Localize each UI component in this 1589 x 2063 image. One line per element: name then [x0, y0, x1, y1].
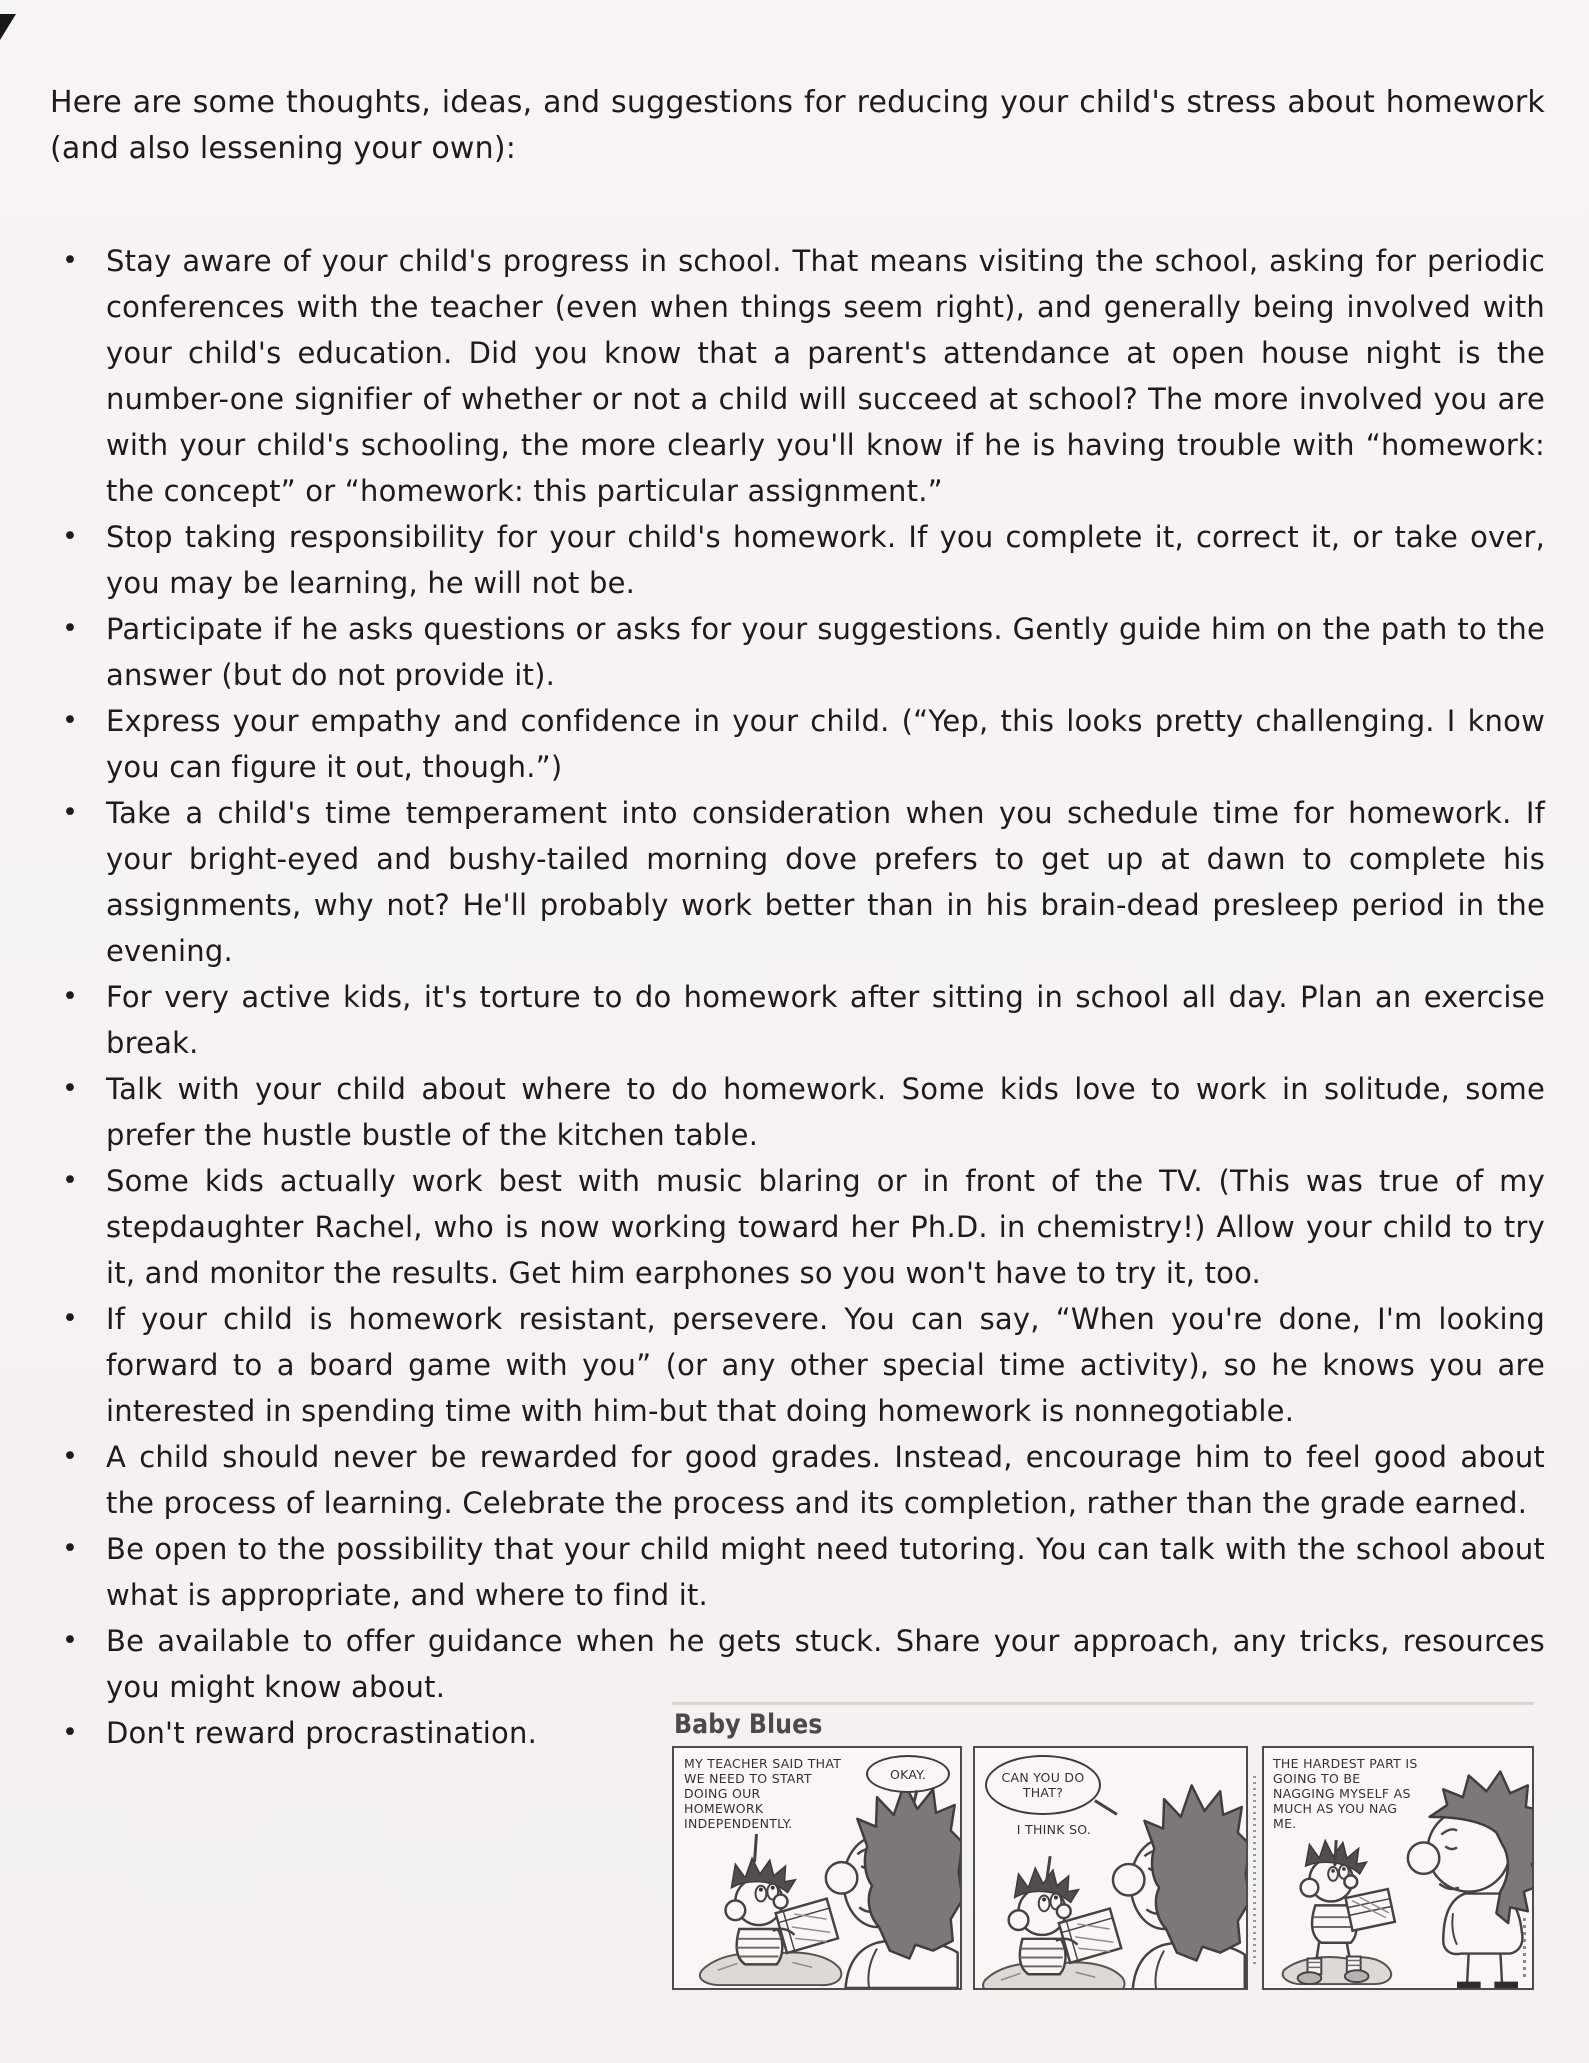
- intro-paragraph: Here are some thoughts, ideas, and suggestions for reducing your child's stress about homework (and also lessening your own):: [50, 85, 1545, 166]
- mom-figure: [1408, 1772, 1532, 1988]
- list-item: • Talk with your child about where to do homework. Some kids love to work in solitude, some prefer the hustle bustle of the kitchen table.: [50, 1066, 1545, 1158]
- kid-speech-text: I THINK SO.: [1016, 1822, 1092, 1837]
- kid-speech-text: THE HARDEST PART IS GOING TO BE NAGGING MYSELF AS MUCH AS YOU NAG ME.: [1273, 1756, 1418, 1831]
- document-body: [50, 50, 1545, 1756]
- comic-panel-3: [1262, 1746, 1534, 1990]
- list-item: • Stop taking responsibility for your child's homework. If you complete it, correct it, or take over, you may be learning, he will not be.: [50, 514, 1545, 606]
- mom-figure: [1113, 1785, 1246, 1988]
- kid-figure: [700, 1858, 841, 1985]
- comic-credit-vertical: [1253, 1776, 1256, 1966]
- mom-speech-balloon: CAN YOU DO THAT?: [985, 1755, 1101, 1815]
- list-item: • For very active kids, it's torture to do homework after sitting in school all day. Plan an exercise break.: [50, 974, 1545, 1066]
- comic-panel-1: [672, 1746, 962, 1990]
- list-item: • A child should never be rewarded for good grades. Instead, encourage him to feel good about the process of learning. Celebrate the process and its completion, rather than the grade earned.: [50, 1434, 1545, 1526]
- list-item: • Be open to the possibility that your child might need tutoring. You can talk with the school about what is appropriate, and where to find it.: [50, 1526, 1545, 1618]
- list-item: • Take a child's time temperament into consideration when you schedule time for homework. If your bright-eyed and bushy-tailed morning dove prefers to get up at dawn to complete his assignments, why not? He'll probably work better than in his brain-dead presleep period in the evening.: [50, 790, 1545, 974]
- kid-speech-text: MY TEACHER SAID THAT WE NEED TO START DOING OUR HOMEWORK INDEPENDENTLY.: [684, 1756, 842, 1831]
- scan-corner-artifact: [0, 14, 16, 40]
- list-item: • Express your empathy and confidence in your child. (“Yep, this looks pretty challenging. I know you can figure it out, though.”): [50, 698, 1545, 790]
- list-item: • Don't reward procrastination.: [50, 1710, 1545, 1756]
- list-item: • Be available to offer guidance when he gets stuck. Share your approach, any tricks, resources you might know about.: [50, 1618, 1545, 1710]
- comic-title: Baby Blues: [674, 1709, 823, 1740]
- kid-figure: [983, 1868, 1124, 1988]
- list-item: • Stay aware of your child's progress in school. That means visiting the school, asking for periodic conferences with the teacher (even when things seem right), and generally being involved with your child's education. Did you know that a parent's attendance at open house night is the number-one signifier of whether or not a child will succeed at school? The more involved you are with your child's schooling, the more clearly you'll know if he is having trouble with “homework: the concept” or “homework: this particular assignment.”: [50, 238, 1545, 514]
- list-item: • Some kids actually work best with music blaring or in front of the TV. (This was true of my stepdaughter Rachel, who is now working toward her Ph.D. in chemistry!) Allow your child to try it, and monitor the results. Get him earphones so you won't have to try it, too.: [50, 1158, 1545, 1296]
- comic-clipping-rule: [672, 1702, 1534, 1705]
- list-item: • If your child is homework resistant, persevere. You can say, “When you're done, I'm looking forward to a board game with you” (or any other special time activity), so he knows you are interested in spending time with him-but that doing homework is nonnegotiable.: [50, 1296, 1545, 1434]
- artist-signature: [1523, 1918, 1526, 1978]
- comic-panel-2: [973, 1746, 1248, 1990]
- tips-list: [50, 238, 1545, 1756]
- kid-figure: [1283, 1840, 1395, 1984]
- list-item: • Participate if he asks questions or asks for your suggestions. Gently guide him on the path to the answer (but do not provide it).: [50, 606, 1545, 698]
- comic-panels: [672, 1746, 1534, 1994]
- mom-speech-balloon: OKAY.: [866, 1755, 950, 1793]
- comic-strip: [672, 1700, 1534, 2000]
- mom-figure: [826, 1783, 960, 1988]
